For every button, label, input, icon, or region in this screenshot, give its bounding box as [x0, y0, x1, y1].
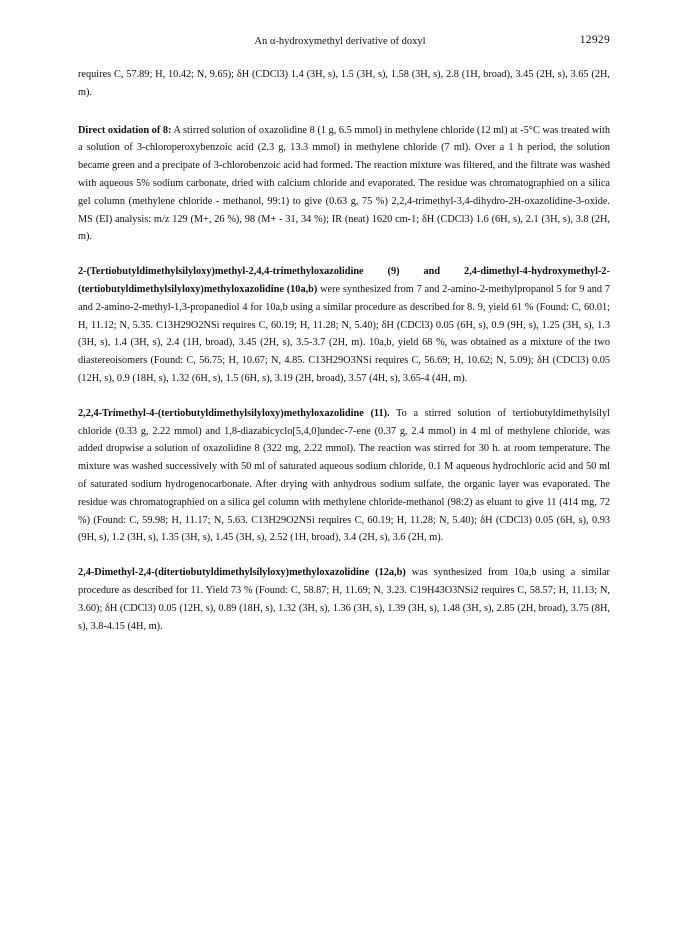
- paragraph-compounds-9-10: [78, 263, 610, 388]
- page-number: 12929: [579, 34, 610, 46]
- paragraph-heading: Direct oxidation of 8:: [78, 124, 172, 136]
- paragraph-compound-11: [78, 405, 610, 547]
- running-title: An α-hydroxymethyl derivative of doxyl: [254, 36, 426, 47]
- paragraph-heading: 2,4-Dimethyl-2,4-(ditertiobutyldimethylsilyloxy)methyloxazolidine (12a,b): [78, 567, 406, 579]
- article-body: [78, 66, 610, 635]
- page-header: [0, 36, 680, 52]
- paragraph-heading: 2,2,4-Trimethyl-4-(tertiobutyldimethylsilyloxy)methyloxazolidine (11).: [78, 407, 390, 419]
- paragraph-compound-12: [78, 564, 610, 635]
- paragraph-text: requires C, 57.89; H, 10.42; N, 9.65); δH (CDCl3) 1.4 (3H, s), 1.5 (3H, s), 1.58 (3H, s), 2.8 (1H, broad), 3.45 (2H, s), 3.65 (2H, m).: [78, 69, 610, 98]
- paragraph-text: was synthesized from 10a,b using a similar procedure as described for 11. Yield 73 % (Found: C, 58.87; H, 11.69; N, 3.23. C19H43O3NSi2 requires C, 58.57; H, 11.13; N, 3.60); δH (CDCl3) 0.05 (12H, s), 0.89 (18H, s), 1.32 (3H, s), 1.36 (3H, s), 1.39 (3H, s), 1.48 (3H, s), 2.85 (2H, broad), 3.75 (8H, s), 3.8-4.15 (4H, m).: [78, 567, 610, 632]
- paragraph-text: were synthesized from 7 and 2-amino-2-methylpropanol 5 for 9 and 7 and 2-amino-2-methyl-1,3-propanediol 4 for 10a,b using a similar procedure as described for 8. 9, yield 61 % (Found: C, 60.01; H, 11.12; N, 5.35. C13H29O2NSi requires C, 60.19; H, 11.28; N, 5.40); δH (CDCl3) 0.05 (6H, s), 0.9 (9H, s), 1.25 (3H, s), 1.3 (3H, s), 1.4 (3H, s), 2.4 (1H, broad), 3.45 (2H, s), 3.5-3.7 (2H, m). 10a,b, yield 68 %, was obtained as a mixture of the two diastereoisomers (Found: C, 56.75; H, 10.67; N, 4.85. C13H29O3NSi requires C, 56.69; H, 10.62; N, 5.09); δH (CDCl3) 0.05 (12H, s), 0.9 (18H, s), 1.32 (6H, s), 1.5 (6H, s), 3.19 (2H, broad), 3.57 (4H, s), 3.65-4 (4H, m).: [78, 283, 610, 384]
- paragraph-elemental-analysis: [78, 66, 610, 102]
- paragraph-text: To a stirred solution of tertiobutyldimethylsilyl chloride (0.33 g, 2.22 mmol) and 1,8-diazabicyclo[5,4,0]undec-7-ene (0.37 g, 2.4 mmol) in 4 ml of methylene chloride, was added dropwise a solution of oxazolidine 8 (322 mg, 2.22 mmol). The reaction was stirred for 30 h. at room temperature. The mixture was washed successively with 50 ml of saturated aqueous sodium chloride, 0.1 M aqueous hydrochloric acid and 50 ml of saturated sodium hydrogenocarbonate. After drying with anhydrous sodium sulfate, the organic layer was evaporated. The residue was chromatographied on a silica gel column with methylene chloride-methanol (98:2) as eluant to give 11 (414 mg, 72 %) (Found: C, 59.98; H, 11.17; N, 5.63. C13H29O2NSi requires C, 60.19; H, 11.28; N, 5.40); δH (CDCl3) 0.05 (6H, s), 0.93 (9H, s), 1.2 (3H, s), 1.35 (3H, s), 1.45 (3H, s), 2.52 (1H, broad), 3.4 (2H, s), 3.6 (2H, m).: [78, 407, 610, 544]
- paragraph-direct-oxidation: [78, 122, 610, 247]
- paragraph-heading: 2-(Tertiobutyldimethylsilyloxy)methyl-2,4,4-trimethyloxazolidine (9) and 2,4-dimethyl-4-hydroxymethyl-2-(tertiobutyldimethylsilyloxy)methyloxazolidine (10a,b): [78, 266, 610, 295]
- paragraph-text: A stirred solution of oxazolidine 8 (1 g, 6.5 mmol) in methylene chloride (12 ml) at -5°C was treated with a solution of 3-chloroperoxybenzoic acid (2.3 g, 13.3 mmol) in methylene chloride (7 ml). Over a 1 h period, the solution became green and a precipate of 3-chlorobenzoic acid had formed. The reaction mixture was filtered, and the filtrate was washed with aqueous 5% sodium carbonate, dried with calcium chloride and evaporated. The residue was chromatographied on a silica gel column (methylene chloride - methanol, 99:1) to give (0.63 g, 75 %) 2,2,4-trimethyl-3,4-dihydro-2H-oxazolidine-3-oxide. MS (EI) analysis: m/z 129 (M+, 26 %), 98 (M+ - 31, 34 %); IR (neat) 1620 cm-1; δH (CDCl3) 1.6 (6H, s), 2.1 (3H, s), 3.8 (2H, m).: [78, 124, 610, 243]
